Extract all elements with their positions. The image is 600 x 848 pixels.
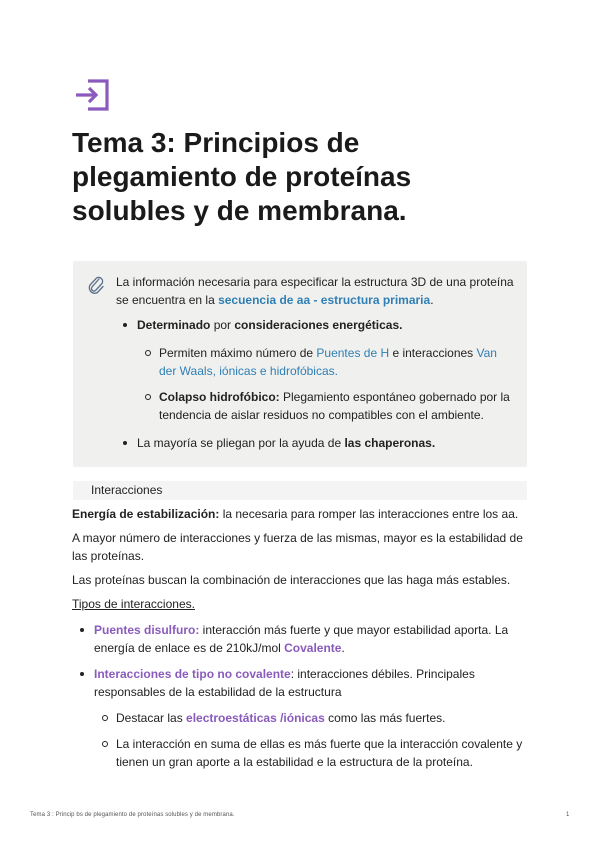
enter-icon: [74, 78, 110, 112]
list-item: Destacar las electroestáticas /iónicas como las más fuertes.: [94, 709, 530, 727]
subheading: Tipos de interacciones.: [72, 597, 195, 611]
interaction-sublist: [94, 709, 530, 771]
interaction-list: [72, 621, 530, 771]
link-electroestaticas[interactable]: electroestáticas /iónicas: [186, 711, 325, 725]
list-item: La mayoría se pliegan por la ayuda de las chaperonas.: [121, 434, 511, 452]
list-item: Colapso hidrofóbico: Plegamiento espontáneo gobernado por la tendencia de aislar residuos no compatibles con el ambiente.: [137, 388, 511, 424]
link-van-der-waals[interactable]: Van der Waals, iónicas e hidrofóbicas.: [159, 346, 497, 378]
callout-sublist: [137, 344, 511, 424]
paperclip-icon: [87, 275, 105, 295]
paragraph: Energía de estabilización: la necesaria para romper las interacciones entre los aa.: [72, 507, 519, 521]
list-item: Interacciones de tipo no covalente: interacciones débiles. Principales responsables de la estabilidad de la estructura Destacar las electroestáticas /iónicas como las más fuertes. La interacción en suma de ellas es más fuerte que la interacción covalente y tienen un gran aporte a la estabilidad e la estructura de la proteína.: [72, 665, 530, 771]
section-body: [72, 505, 530, 779]
link-covalente[interactable]: Covalente: [284, 641, 342, 655]
toggle-label: Interacciones: [91, 483, 163, 497]
list-item: La interacción en suma de ellas es más fuerte que la interacción covalente y tienen un gran aporte a la estabilidad e la estructura de la proteína.: [94, 735, 530, 771]
callout-list: [121, 316, 511, 462]
callout-box: [73, 261, 527, 467]
page-number: 1: [566, 812, 570, 818]
paragraph: Las proteínas buscan la combinación de interacciones que las haga más estables.: [72, 573, 511, 587]
page-footer: Tema 3 : Princip bs de plegamiento de proteínas solubles y de membrana.: [30, 812, 235, 818]
paragraph: A mayor número de interacciones y fuerza de las mismas, mayor es la estabilidad de las proteínas.: [72, 531, 523, 563]
callout-intro: La información necesaria para especificar la estructura 3D de una proteína se encuentra en la secuencia de aa - estructura primaria.: [116, 275, 514, 307]
list-item: Permiten máximo número de Puentes de H e interacciones Van der Waals, iónicas e hidrofóbicas.: [137, 344, 511, 380]
page-title: Tema 3: Principios de plegamiento de proteínas solubles y de membrana.: [72, 127, 412, 226]
list-item: Puentes disulfuro: interacción más fuerte y que mayor estabilidad aporta. La energía de enlace es de 210kJ/mol Covalente.: [72, 621, 530, 657]
list-item: Determinado por consideraciones energéticas. Permiten máximo número de Puentes de H e interacciones Van der Waals, iónicas e hidrofóbicas. Colapso hidrofóbico: Plegamiento espontáneo gobernado por la tendencia de aislar residuos no compatibles con el ambiente.: [121, 316, 511, 424]
link-puentes-h[interactable]: Puentes de H: [316, 346, 390, 360]
link-secuencia[interactable]: secuencia de aa - estructura primaria: [218, 293, 431, 307]
toggle-interacciones[interactable]: [73, 481, 527, 500]
